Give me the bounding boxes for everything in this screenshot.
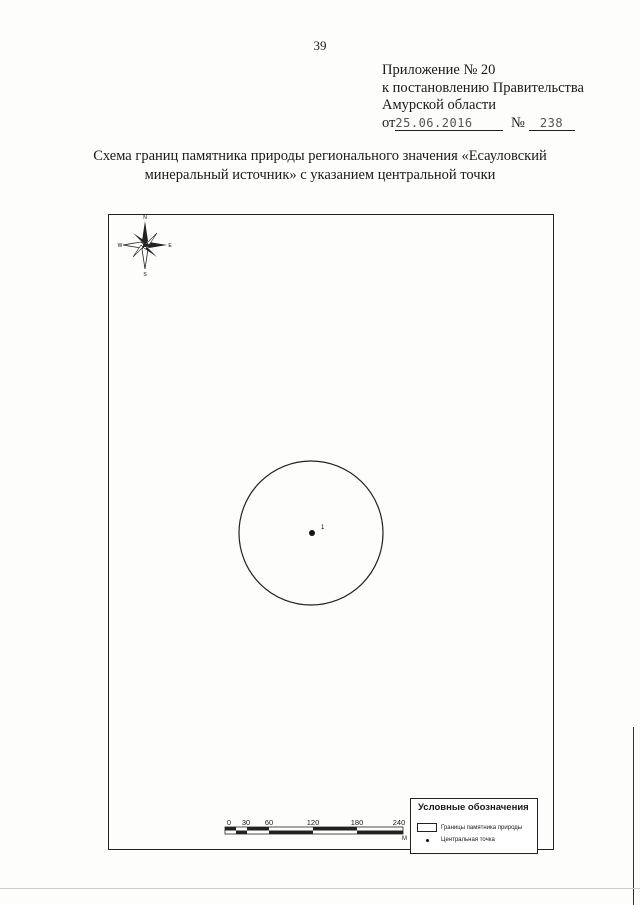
scale-tick-label: 120 xyxy=(306,818,320,827)
map-canvas xyxy=(109,215,555,851)
legend-label-point: Центральная точка xyxy=(441,837,495,843)
scale-tick-label: 180 xyxy=(350,818,364,827)
scale-tick-label: 0 xyxy=(226,818,232,827)
scale-tick-label: 30 xyxy=(241,818,251,827)
date-value: 25.06.2016 xyxy=(395,115,473,130)
compass-west-label: W xyxy=(117,243,123,249)
legend-item-boundary xyxy=(417,823,522,832)
document-title-line2: минеральный источник» с указанием центральной точки xyxy=(144,167,496,183)
appendix-line1: Приложение № 20 xyxy=(382,62,496,78)
appendix-date-row xyxy=(382,115,584,133)
page-number: 39 xyxy=(313,38,327,53)
legend-title: Условные обозначения xyxy=(418,802,529,813)
appendix-line2: к постановлению Правительства xyxy=(382,79,584,96)
document-title-line1: Схема границ памятника природы регионального значения «Есауловский xyxy=(93,148,547,164)
map-legend xyxy=(410,798,538,854)
compass-east-label: E xyxy=(168,243,172,249)
legend-item-point xyxy=(417,837,495,843)
document-title xyxy=(40,147,600,185)
number-prefix: № xyxy=(511,114,525,131)
compass-rose-icon xyxy=(118,215,173,278)
appendix-line3: Амурской области xyxy=(382,97,496,113)
scale-tick-label: 240 xyxy=(392,818,406,827)
scale-tick-label: 60 xyxy=(264,818,274,827)
scan-edge-line xyxy=(633,727,634,905)
date-prefix: от xyxy=(382,114,396,131)
scale-bar xyxy=(225,827,403,834)
point-marker-icon xyxy=(426,839,429,842)
center-point-marker xyxy=(309,530,315,536)
compass-north-label: N xyxy=(143,215,147,221)
boundary-swatch-icon xyxy=(417,823,437,832)
scan-edge-line xyxy=(0,888,640,889)
appendix-block xyxy=(382,62,584,132)
number-value: 238 xyxy=(539,115,564,130)
scale-unit-label: M xyxy=(402,836,407,842)
legend-label-boundary: Границы памятника природы xyxy=(441,824,523,831)
map-frame xyxy=(108,214,554,850)
center-point-label: 1 xyxy=(321,525,325,531)
compass-south-label: S xyxy=(143,272,147,278)
